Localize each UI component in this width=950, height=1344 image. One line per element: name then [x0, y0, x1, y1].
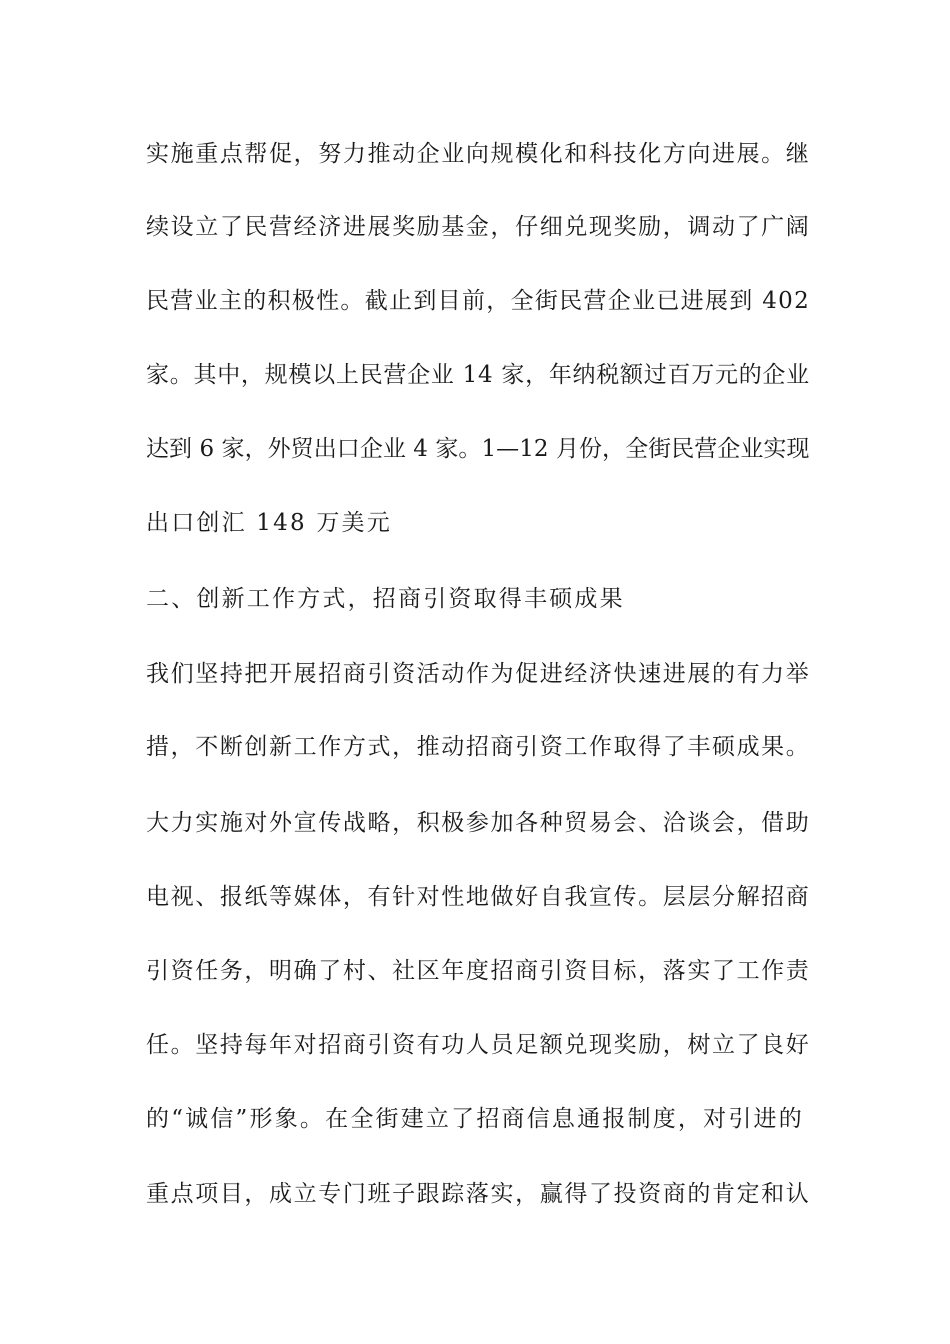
paragraph-line: 任。坚持每年对招商引资有功人员足额兑现奖励，树立了良好 — [146, 1032, 811, 1058]
paragraph-line: 重点项目，成立专门班子跟踪落实，赢得了投资商的肯定和认 — [146, 1181, 811, 1207]
paragraph-line: 民营业主的积极性。截止到目前，全街民营企业已进展到 402 — [146, 288, 811, 314]
section-heading: 二、创新工作方式，招商引资取得丰硕成果 — [146, 586, 625, 612]
paragraph-line: 大力实施对外宣传战略，积极参加各种贸易会、洽谈会，借助 — [146, 810, 811, 836]
paragraph-line: 续设立了民营经济进展奖励基金，仔细兑现奖励，调动了广阔 — [146, 214, 811, 240]
paragraph-line: 实施重点帮促，努力推动企业向规模化和科技化方向进展。继 — [146, 141, 811, 167]
paragraph-line: 出口创汇 148 万美元 — [146, 510, 392, 536]
paragraph-line: 电视、报纸等媒体，有针对性地做好自我宣传。层层分解招商 — [146, 884, 811, 910]
paragraph-line: 措，不断创新工作方式，推动招商引资工作取得了丰硕成果。 — [146, 734, 811, 760]
paragraph-line: 引资任务，明确了村、社区年度招商引资目标，落实了工作责 — [146, 958, 811, 984]
paragraph-line: 我们坚持把开展招商引资活动作为促进经济快速进展的有力举 — [146, 661, 811, 687]
paragraph-line: 家。其中，规模以上民营企业 14 家，年纳税额过百万元的企业 — [146, 362, 810, 388]
paragraph-line: 达到 6 家，外贸出口企业 4 家。1—12 月份，全街民营企业实现 — [146, 436, 810, 462]
paragraph-line: 的“诚信”形象。在全街建立了招商信息通报制度，对引进的 — [146, 1106, 804, 1132]
